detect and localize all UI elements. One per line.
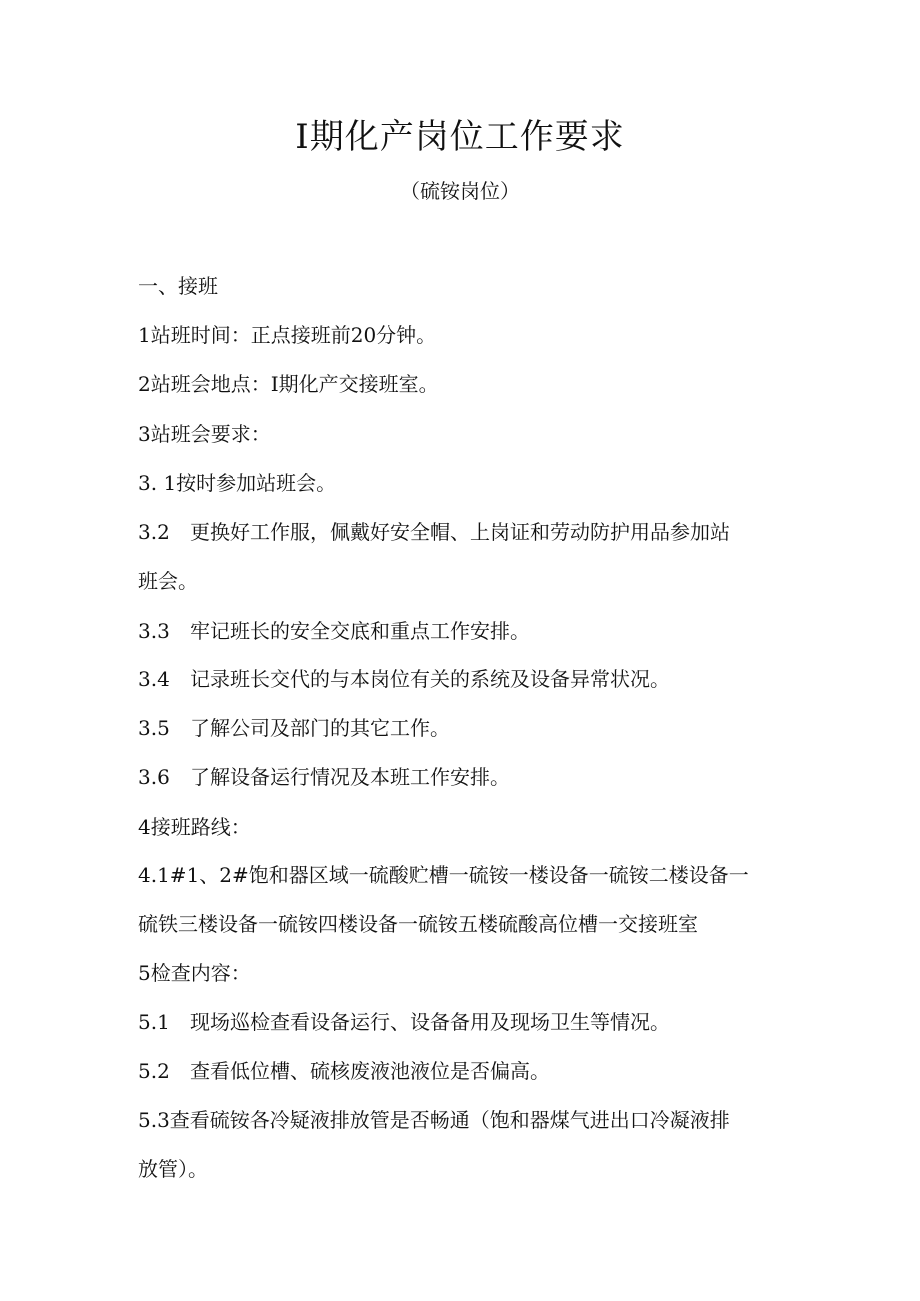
paragraph-line [138, 1105, 730, 1135]
numbered-item [138, 517, 730, 547]
item-number: 3.5 [138, 716, 170, 740]
line-text: 5检查内容： [138, 961, 251, 985]
line-text: 一、接班 [138, 274, 218, 298]
line-text: 1站班时间：正点接班前20分钟。 [138, 323, 437, 347]
item-number: 3.2 [138, 520, 170, 544]
item-number: 3.3 [138, 619, 170, 643]
line-text: 3. 1按时参加站班会。 [138, 471, 337, 495]
line-text: 硫铁三楼设备一硫铵四楼设备一硫铵五楼硫酸高位槽一交接班室 [138, 912, 698, 936]
paragraph-line [138, 419, 271, 449]
numbered-item [138, 616, 530, 646]
numbered-item [138, 762, 510, 792]
numbered-item [138, 1056, 550, 1086]
numbered-item [138, 1007, 670, 1037]
line-text: 3站班会要求： [138, 422, 271, 446]
paragraph-line [138, 369, 439, 399]
document-subtitle: （硫铵岗位） [400, 179, 520, 203]
paragraph-line [138, 566, 198, 596]
paragraph-line [138, 860, 749, 890]
line-text: 更换好工作服，佩戴好安全帽、上岗证和劳动防护用品参加站 [190, 520, 730, 544]
numbered-item [138, 664, 670, 694]
line-text: 查看低位槽、硫核废液池液位是否偏高。 [190, 1059, 550, 1083]
paragraph-line [138, 909, 698, 939]
line-text: 了解设备运行情况及本班工作安排。 [190, 765, 510, 789]
item-number: 3.4 [138, 667, 170, 691]
paragraph-line [138, 958, 251, 988]
line-text: 4.1#1、2#饱和器区域一硫酸贮槽一硫铵一楼设备一硫铵二楼设备一 [138, 863, 749, 887]
line-text: 记录班长交代的与本岗位有关的系统及设备异常状况。 [190, 667, 670, 691]
section-heading [138, 271, 218, 301]
line-text: 现场巡检查看设备运行、设备备用及现场卫生等情况。 [190, 1010, 670, 1034]
item-number: 3.6 [138, 765, 170, 789]
document-title: I期化产岗位工作要求 [295, 117, 625, 157]
item-number: 5.1 [138, 1010, 170, 1034]
line-text: 放管）。 [138, 1157, 208, 1181]
line-text: 了解公司及部门的其它工作。 [190, 716, 450, 740]
line-text: 牢记班长的安全交底和重点工作安排。 [190, 619, 530, 643]
item-number: 5.2 [138, 1059, 170, 1083]
line-text: 班会。 [138, 569, 198, 593]
numbered-item [138, 713, 450, 743]
paragraph-line [138, 320, 436, 350]
paragraph-line [138, 1154, 208, 1184]
paragraph-line [138, 468, 336, 498]
paragraph-line [138, 812, 251, 842]
line-text: 2站班会地点：I期化产交接班室。 [138, 372, 439, 396]
line-text: 5.3查看硫铵各冷疑液排放管是否畅通（饱和器煤气进出口冷凝液排 [138, 1108, 730, 1132]
line-text: 4接班路线： [138, 815, 251, 839]
